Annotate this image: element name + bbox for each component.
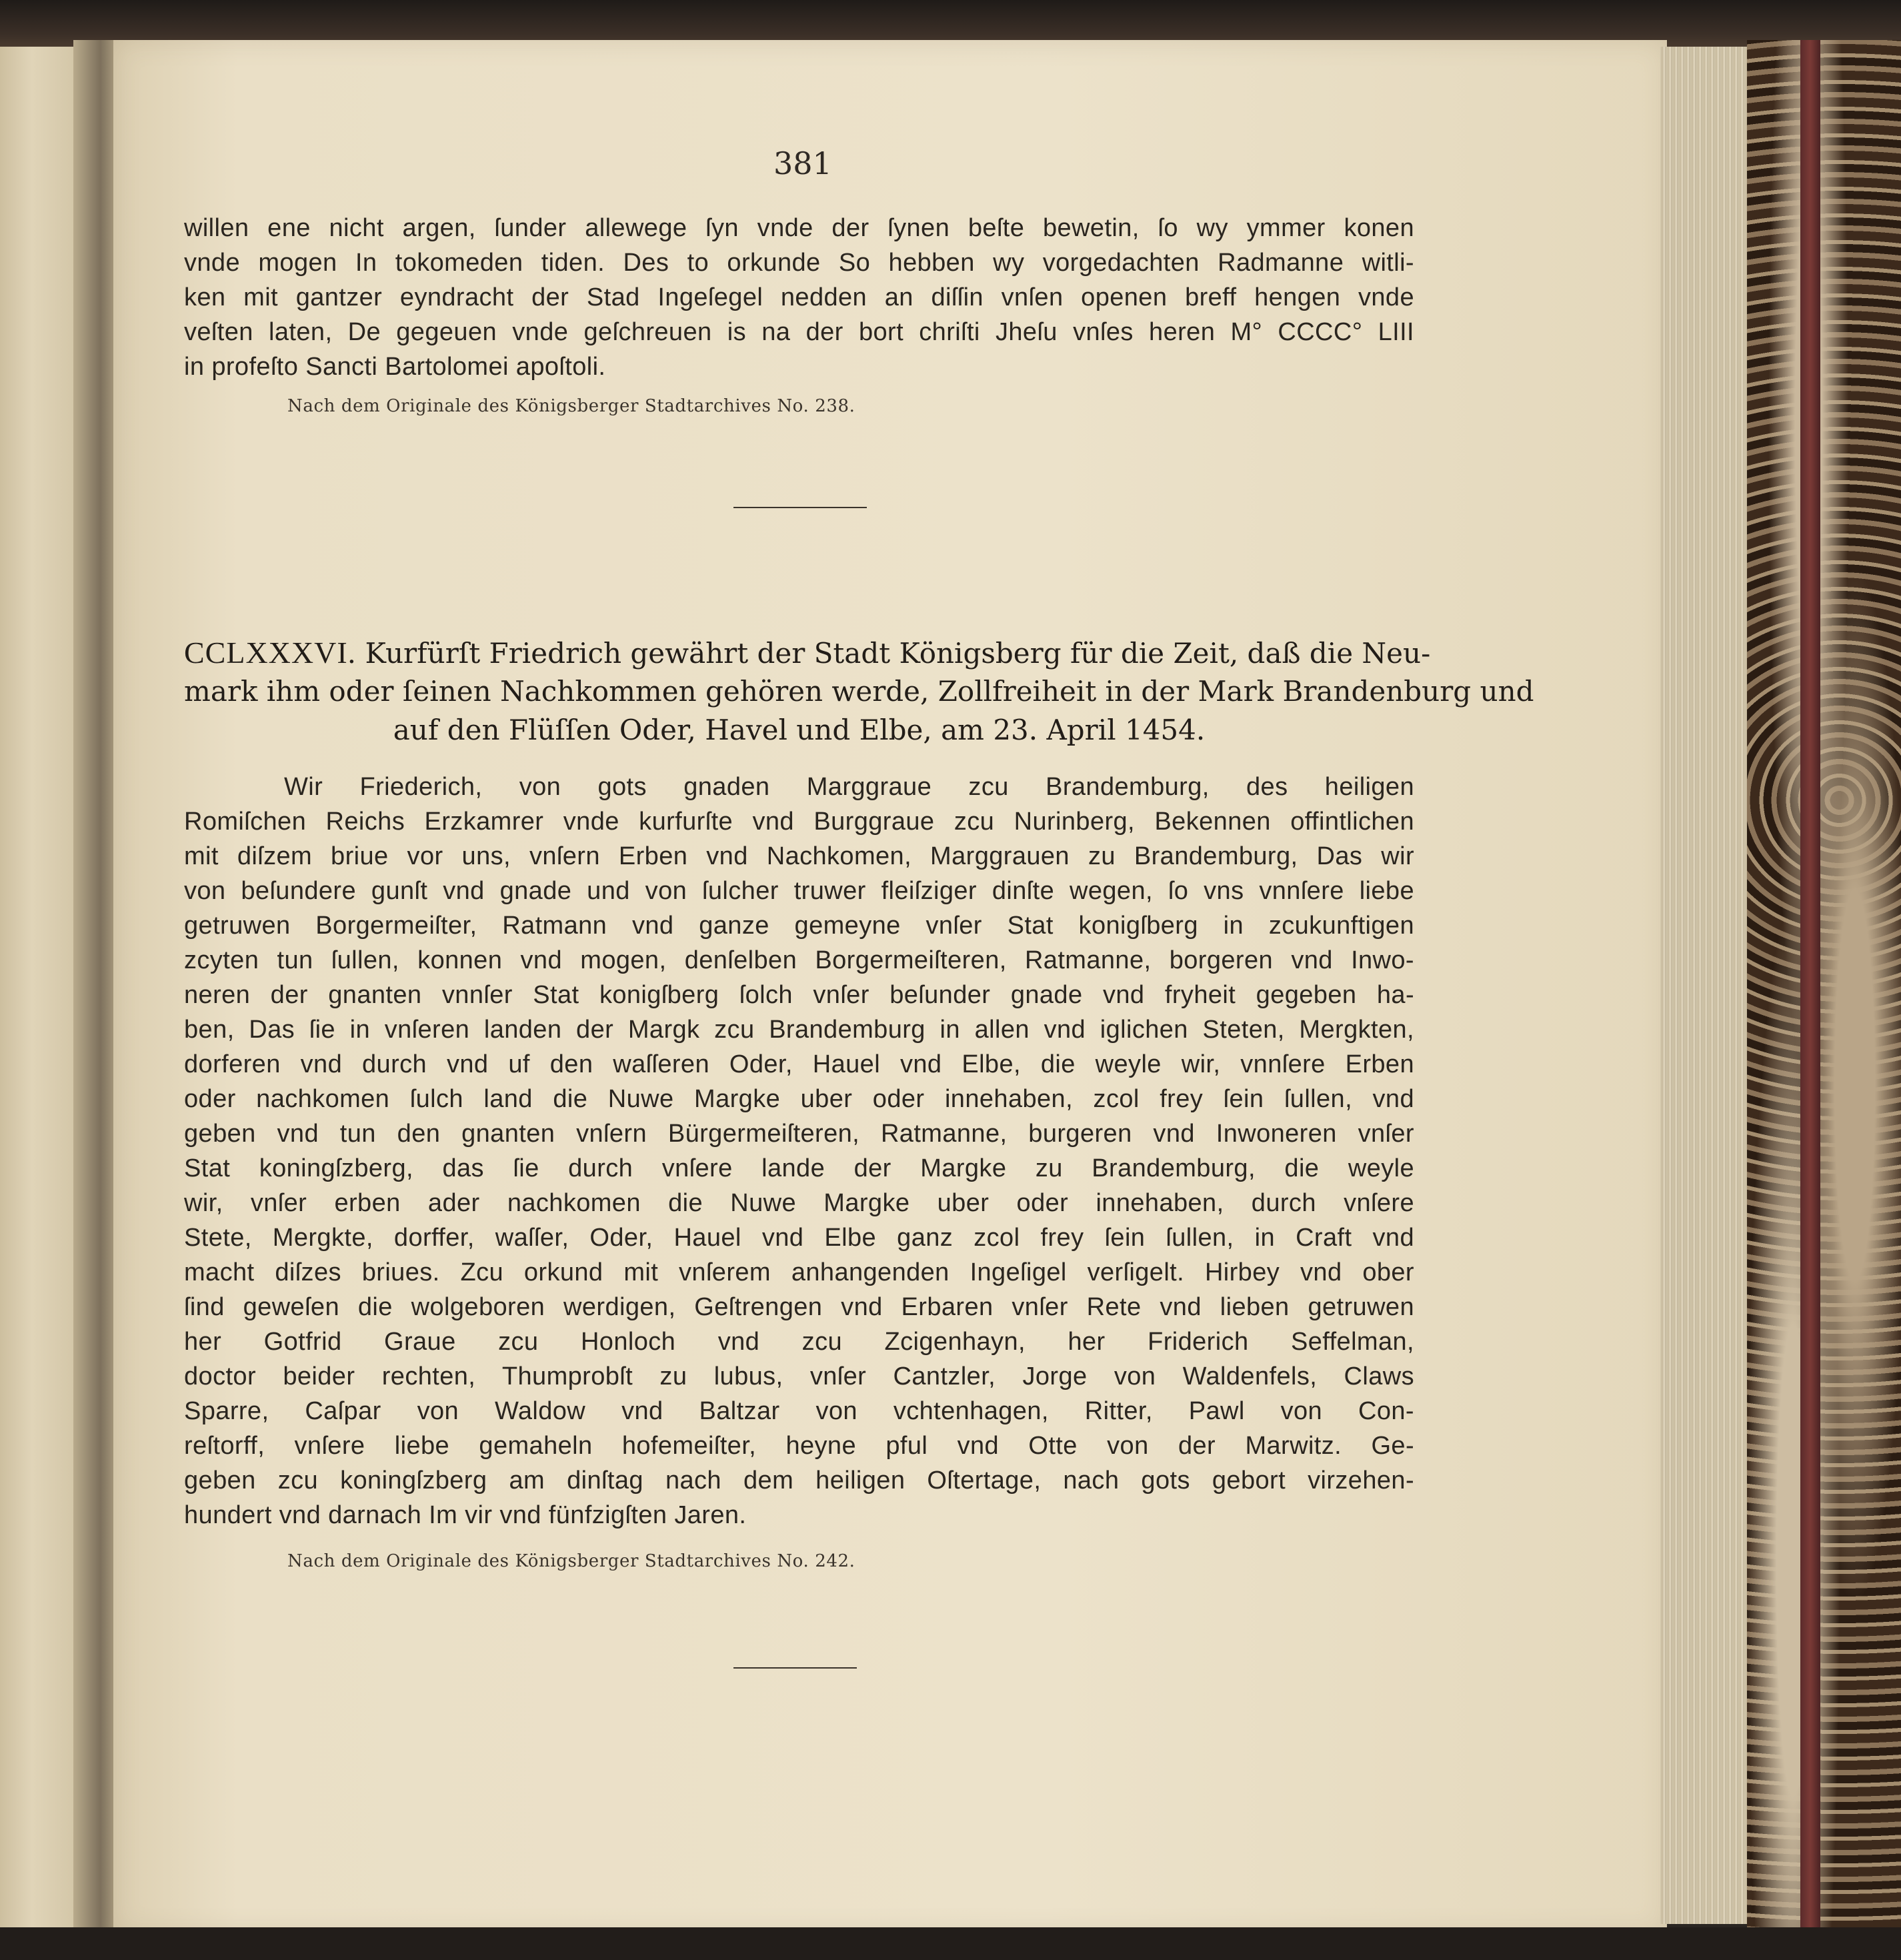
source-note-2 <box>184 1551 1414 1571</box>
text-line: von beſundere gunſt vnd gnade und von ſulcher truwer fleiſziger dinſte wegen, ſo vns vnnſere liebe <box>184 877 1414 905</box>
text-line: reſtorff, vnſere liebe gemaheln hofemeiſter, heyne pful vnd Otte von der Marwitz. Ge- <box>184 1432 1414 1460</box>
text-line: ken mit gantzer eyndracht der Stad Ingeſegel nedden an diſſin vnſen openen breff hengen vnde <box>184 283 1414 311</box>
text-line: geben vnd tun den gnanten vnſern Bürgermeiſteren, Ratmanne, burgeren vnd Inwoneren vnſer <box>184 1120 1414 1148</box>
text-line: ben, Das ſie in vnſeren landen der Margk zcu Brandemburg in allen vnd iglichen Steten, Mergkten, <box>184 1016 1414 1044</box>
source-citation: Nach dem Originale des Königsberger Stadtarchives No. 238. <box>287 396 855 416</box>
text-line: ſind geweſen die wolgeboren werdigen, Geſtrengen vnd Erbaren vnſer Rete vnd lieben getruwen <box>184 1293 1414 1321</box>
text-line: vnde mogen In tokomeden tiden. Des to orkunde So hebben wy vorgedachten Radmanne witli- <box>184 249 1414 277</box>
text-line: getruwen Borgermeiſter, Ratmann vnd ganze gemeyne vnſer Stat konigſberg in zcukunftigen <box>184 912 1414 940</box>
text-line: Romiſchen Reichs Erzkamrer vnde kurfurſte vnd Burggraue zcu Nurinberg, Bekennen offintlichen <box>184 808 1414 836</box>
text-line: Sparre, Caſpar von Waldow vnd Baltzar von vchtenhagen, Ritter, Pawl von Con- <box>184 1397 1414 1425</box>
text-line: Wir Friederich, von gots gnaden Marggraue zcu Brandemburg, des heiligen <box>284 773 1414 801</box>
text-line: doctor beider rechten, Thumprobſt zu lubus, vnſer Cantzler, Jorge von Waldenfels, Claws <box>184 1362 1414 1390</box>
document-body <box>184 770 1414 1533</box>
book-bottom-edge <box>0 1927 1901 1960</box>
text-line: neren der gnanten vnnſer Stat konigſberg ſolch vnſer beſunder gnade vnd fryheit gegeben ha- <box>184 981 1414 1009</box>
text-line: Stete, Mergkte, dorffer, waſſer, Oder, Hauel vnd Elbe ganz zcol frey ſein ſullen, in Craft vnd <box>184 1224 1414 1252</box>
section-divider <box>733 507 867 508</box>
text-line: hundert vnd darnach Im vir vnd fünfzigſten Jaren. <box>184 1501 747 1529</box>
heading-text: Kurfürſt Friedrich gewährt der Stadt Königsberg für die Zeit, daß die Neu- <box>365 637 1431 670</box>
text-line: willen ene nicht argen, ſunder allewege ſyn vnde der ſynen beſte bewetin, ſo wy ymmer konen <box>184 214 1414 242</box>
text-line: dorferen vnd durch vnd uf den waſſeren Oder, Hauel vnd Elbe, die weyle wir, vnnſere Erben <box>184 1050 1414 1078</box>
page-edges <box>1660 47 1754 1924</box>
heading-line <box>184 634 1431 672</box>
text-line: Stat koningſzberg, das ſie durch vnſere lande der Margke zu Brandemburg, die weyle <box>184 1154 1414 1182</box>
previous-page-edge <box>0 47 80 1927</box>
text-line: veſten laten, De gegeuen vnde geſchreuen is na der bort chriſti Jheſu vnſes heren M° CCCC° LIII <box>184 318 1414 346</box>
text-line: mit diſzem briue vor uns, vnſern Erben vnd Nachkomen, Marggrauen zu Brandemburg, Das wir <box>184 842 1414 870</box>
text-line: in profeſto Sancti Bartolomei apoſtoli. <box>184 353 606 381</box>
page-number: 381 <box>773 145 832 181</box>
text-line: zcyten tun ſullen, konnen vnd mogen, denſelben Borgermeiſteren, Ratmanne, borgeren vnd Inwo- <box>184 946 1414 974</box>
marbled-cover <box>1747 40 1901 1941</box>
text-line: geben zcu koningſzberg am dinſtag nach dem heiligen Oſtertage, nach gots gebort virzehen- <box>184 1466 1414 1495</box>
cover-spine <box>1800 40 1820 1941</box>
text-line: macht diſzes briues. Zcu orkund mit vnſerem anhangenden Ingeſigel verſigelt. Hirbey vnd ober <box>184 1258 1414 1286</box>
text-line: her Gotfrid Graue zcu Honloch vnd zcu Zcigenhayn, her Friderich Seffelman, <box>184 1328 1414 1356</box>
source-note-1 <box>184 396 1414 416</box>
heading-line: auf den Flüſſen Oder, Havel und Elbe, am 23. April 1454. <box>393 714 1206 746</box>
heading-line: mark ihm oder ſeinen Nachkommen gehören werde, Zollfreiheit in der Mark Brandenburg und <box>184 675 1534 708</box>
document-heading <box>184 634 1534 750</box>
source-citation: Nach dem Originale des Königsberger Stadtarchives No. 242. <box>287 1551 855 1571</box>
text-line: wir, vnſer erben ader nachkomen die Nuwe Margke uber oder innehaben, durch vnſere <box>184 1189 1414 1217</box>
continuation-paragraph <box>184 211 1414 384</box>
section-divider <box>733 1667 857 1669</box>
document-number: CCLXXXVI. <box>184 636 357 670</box>
text-line: oder nachkomen ſulch land die Nuwe Margke uber oder innehaben, zcol frey ſein ſullen, vnd <box>184 1085 1414 1113</box>
